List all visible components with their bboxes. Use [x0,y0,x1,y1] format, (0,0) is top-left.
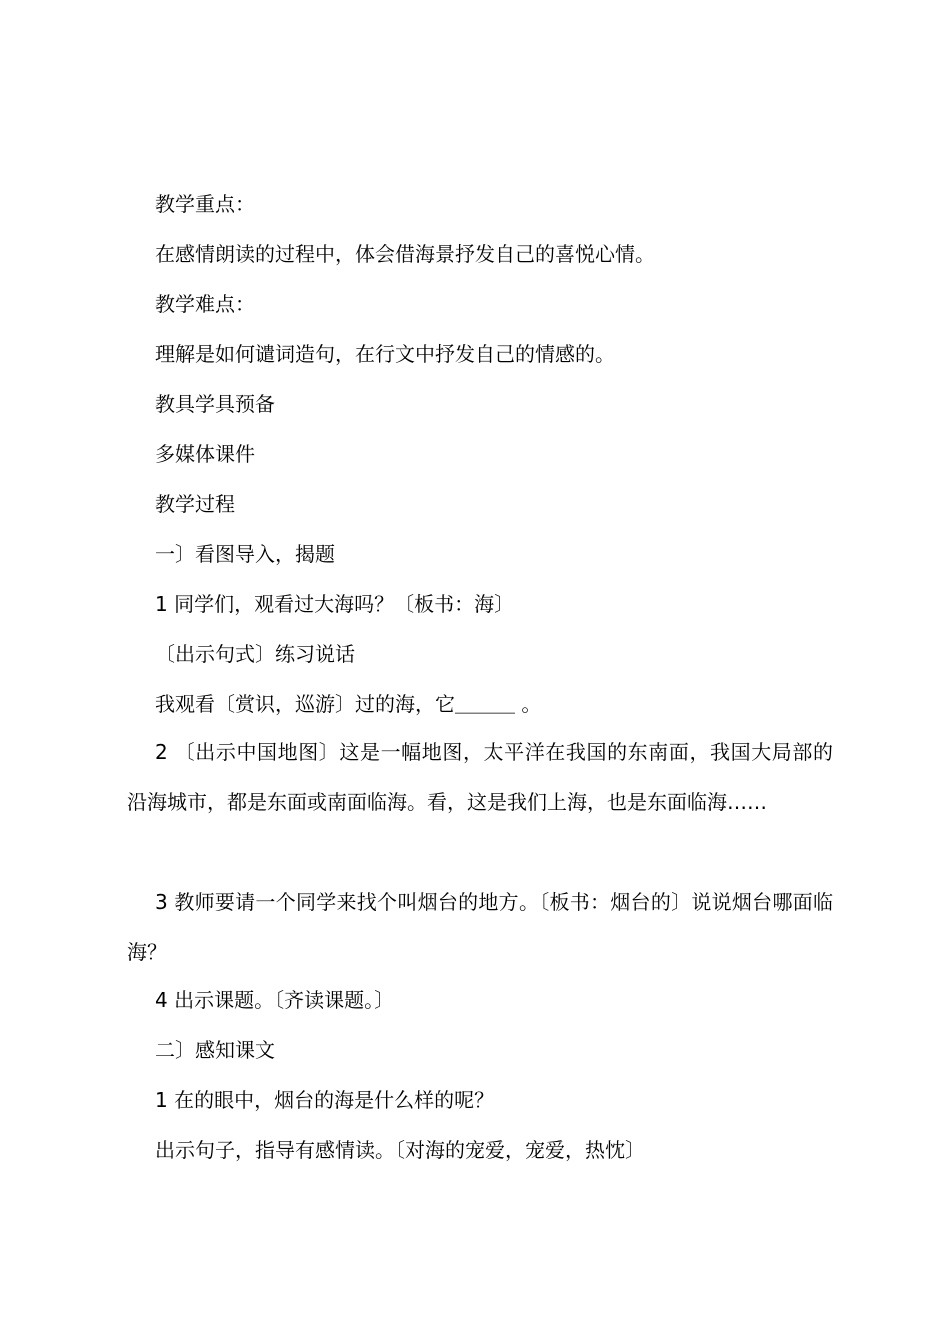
paragraph-text: 理解是如何谴词造句，在行文中抒发自己的情感的。 [155,342,615,366]
paragraph-text: 在感情朗读的过程中，体会借海景抒发自己的喜悦心情。 [155,242,655,266]
paragraph-text: 我观看〔赏识，巡游〕过的海，它＿＿＿ 。 [155,692,542,716]
heading-teaching-focus: 教学重点： [155,192,255,216]
list-item: 1 在的眼中，烟台的海是什么样的呢？ [155,1088,495,1112]
list-item: 3 教师要请一个同学来找个叫烟台的地方。〔板书：烟台的〕说说烟台哪面临海？ [127,890,833,964]
paragraph-text: 多媒体课件 [155,442,255,466]
list-item: 1 同学们，观看过大海吗？〔板书：海〕 [155,592,515,616]
heading-teaching-tools: 教具学具预备 [155,392,275,416]
heading-teaching-process: 教学过程 [155,492,235,516]
section-heading: 二〕感知课文 [155,1038,275,1062]
section-heading: 一〕看图导入，揭题 [155,542,335,566]
paragraph-text: 出示句子，指导有感情读。〔对海的宠爱，宠爱，热忱〕 [155,1138,645,1162]
list-item: 4 出示课题。〔齐读课题。〕 [155,988,395,1012]
paragraph-text: 〔出示句式〕练习说话 [155,642,355,666]
list-item: 2 〔出示中国地图〕这是一幅地图，太平洋在我国的东南面，我国大局部的沿海城市，都是东面或南面临海。看，这是我们上海，也是东面临海…… [127,740,833,814]
heading-teaching-difficulty: 教学难点： [155,292,255,316]
